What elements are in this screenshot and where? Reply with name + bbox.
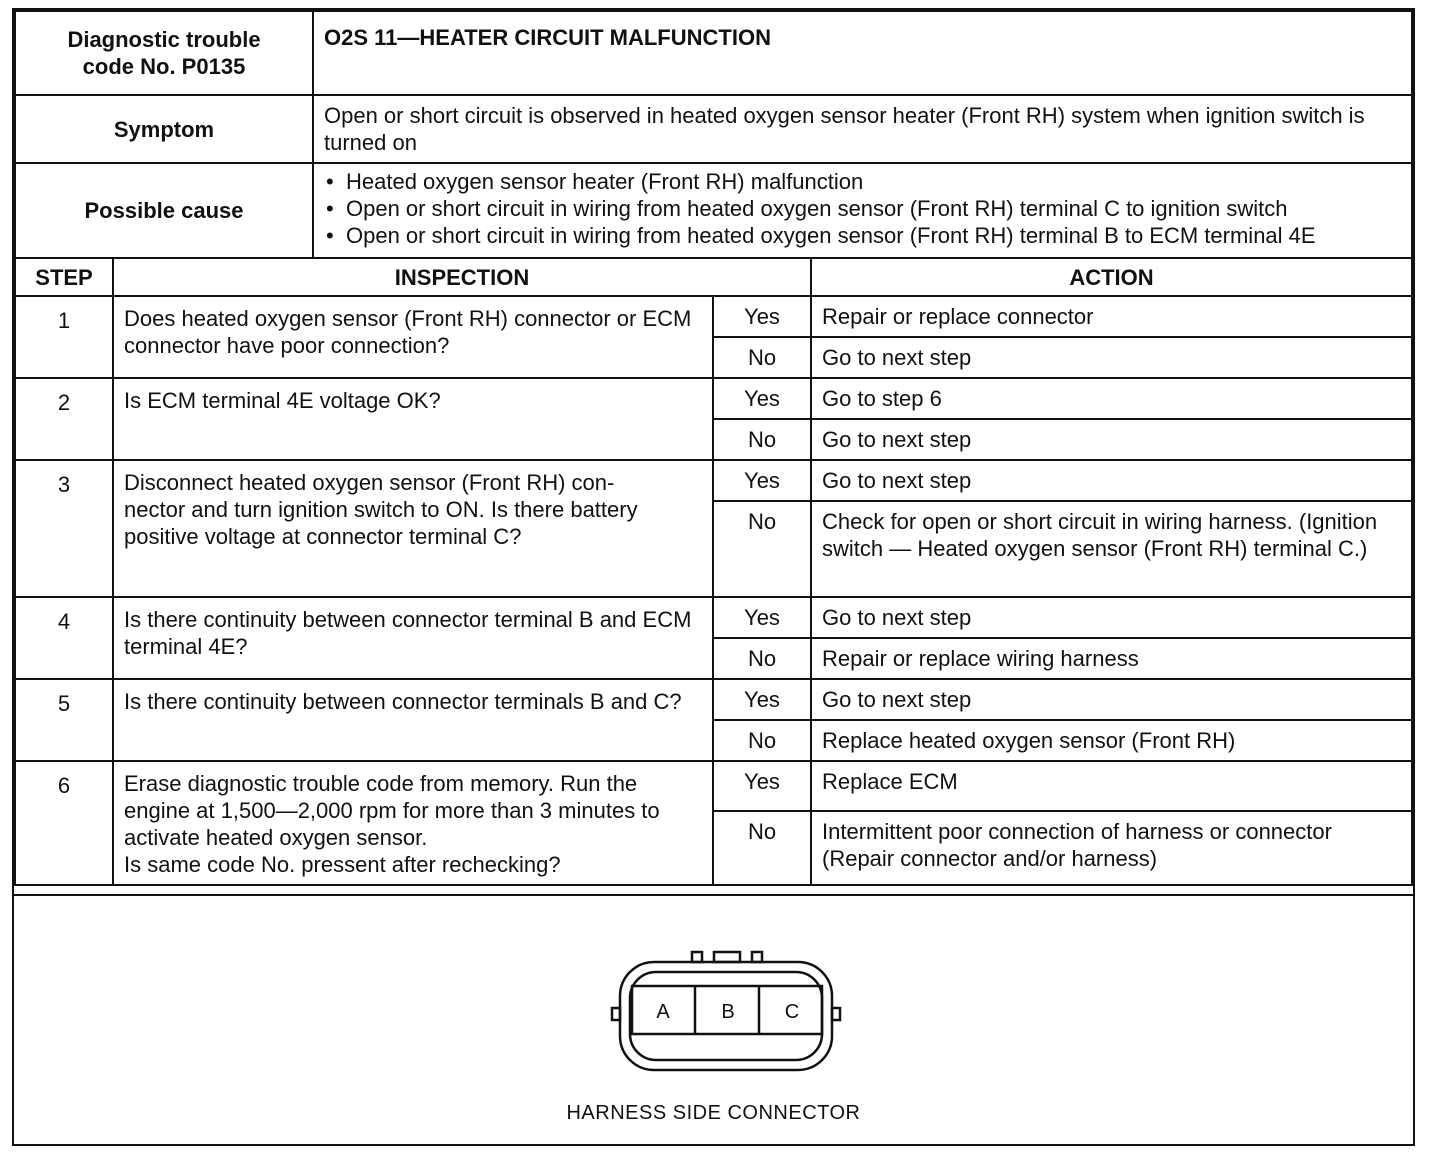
connector-diagram-area: [14, 894, 1413, 1144]
step-inspection: Is ECM terminal 4E voltage OK?: [113, 378, 713, 460]
step-inspection: Erase diagnostic trouble code from memory. Run the engine at 1,500—2,000 rpm for more than 3 minutes to activate heated oxygen sensor. Is same code No. pressent after rechecking?: [113, 761, 713, 885]
pin-label: B: [721, 1001, 735, 1023]
no-action: Go to next step: [811, 337, 1412, 378]
no-label: No: [713, 811, 811, 885]
step-inspection: Is there continuity between connector terminal B and ECM terminal 4E?: [113, 597, 713, 679]
yes-action: Repair or replace connector: [811, 296, 1412, 337]
cause-list: [314, 164, 1411, 253]
dtc-header-table: [14, 10, 1413, 259]
yes-label: Yes: [713, 679, 811, 720]
dtc-label: Diagnostic trouble code No. P0135: [67, 27, 261, 79]
side-tab: [612, 1008, 620, 1020]
yes-label: Yes: [713, 597, 811, 638]
no-label: No: [713, 419, 811, 460]
step-inspection: Is there continuity between connector terminals B and C?: [113, 679, 713, 761]
yes-action: Go to next step: [811, 460, 1412, 501]
step-column-header: STEP: [15, 258, 113, 296]
step-row: [15, 296, 1412, 337]
step-number: 1: [15, 296, 113, 378]
step-row: [15, 460, 1412, 501]
dtc-title: O2S 11—HEATER CIRCUIT MALFUNCTION: [313, 11, 1412, 95]
step-number: 6: [15, 761, 113, 885]
no-action: Go to next step: [811, 419, 1412, 460]
connector-caption: HARNESS SIDE CONNECTOR: [566, 1102, 861, 1124]
yes-label: Yes: [713, 460, 811, 501]
no-action: Repair or replace wiring harness: [811, 638, 1412, 679]
step-number: 2: [15, 378, 113, 460]
step-row: [15, 679, 1412, 720]
step-row: [15, 761, 1412, 811]
step-inspection: Does heated oxygen sensor (Front RH) connector or ECM connector have poor connection?: [113, 296, 713, 378]
yes-label: Yes: [713, 378, 811, 419]
latch-tab: [752, 952, 762, 962]
no-action: Replace heated oxygen sensor (Front RH): [811, 720, 1412, 761]
no-label: No: [713, 638, 811, 679]
dtc-label-cell: [15, 11, 313, 95]
yes-label: Yes: [713, 761, 811, 811]
latch-tab: [714, 952, 740, 962]
step-number: 5: [15, 679, 113, 761]
action-column-header: ACTION: [811, 258, 1412, 296]
steps-table: [14, 257, 1413, 886]
step-row: [15, 378, 1412, 419]
cause-item: • Open or short circuit in wiring from heated oxygen sensor (Front RH) terminal C to ignition switch: [322, 195, 1405, 222]
yes-action: Go to step 6: [811, 378, 1412, 419]
yes-label: Yes: [713, 296, 811, 337]
no-label: No: [713, 720, 811, 761]
symptom-label: Symptom: [15, 95, 313, 163]
cause-label: Possible cause: [15, 163, 313, 258]
step-inspection: Disconnect heated oxygen sensor (Front RH) con- nector and turn ignition switch to ON. Is there battery positive voltage at connector terminal C?: [113, 460, 713, 597]
no-action: Check for open or short circuit in wiring harness. (Ignition switch — Heated oxygen sensor (Front RH) terminal C.): [811, 501, 1412, 597]
harness-connector-diagram: [598, 948, 848, 1078]
yes-action: Go to next step: [811, 597, 1412, 638]
yes-action: Go to next step: [811, 679, 1412, 720]
no-action: Intermittent poor connection of harness or connector (Repair connector and/or harness): [811, 811, 1412, 885]
no-label: No: [713, 501, 811, 597]
cause-item: • Open or short circuit in wiring from heated oxygen sensor (Front RH) terminal B to ECM terminal 4E: [322, 222, 1405, 249]
step-number: 4: [15, 597, 113, 679]
pin-label: C: [784, 1001, 800, 1023]
pin-label: A: [656, 1001, 670, 1023]
step-number: 3: [15, 460, 113, 597]
cause-item: • Heated oxygen sensor heater (Front RH) malfunction: [322, 168, 1405, 195]
cause-cell: [313, 163, 1412, 258]
side-tab: [832, 1008, 840, 1020]
diagnostic-chart: [12, 8, 1415, 1146]
symptom-text: Open or short circuit is observed in heated oxygen sensor heater (Front RH) system when ignition switch is turned on: [313, 95, 1412, 163]
no-label: No: [713, 337, 811, 378]
yes-action: Replace ECM: [811, 761, 1412, 811]
inspection-column-header: INSPECTION: [113, 258, 811, 296]
step-row: [15, 597, 1412, 638]
latch-tab: [692, 952, 702, 962]
